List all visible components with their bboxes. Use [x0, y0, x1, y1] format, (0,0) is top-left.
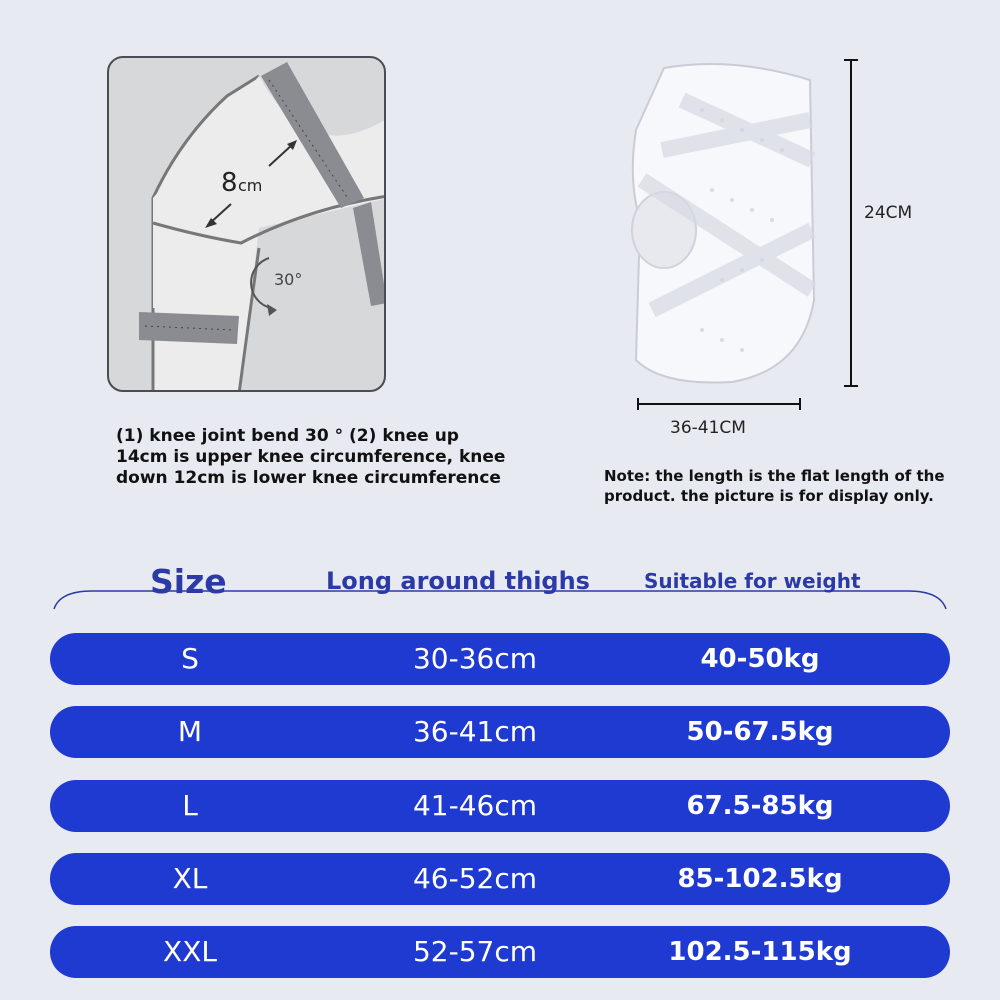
weight-cell: 102.5-115kg: [668, 937, 852, 967]
table-row: [50, 633, 950, 685]
size-cell: XXL: [163, 935, 217, 968]
size-cell: M: [177, 715, 203, 748]
weight-cell: 40-50kg: [700, 644, 820, 674]
height-dimension-line: [836, 58, 866, 390]
thigh-cell: 52-57cm: [412, 935, 538, 968]
size-cell: XL: [172, 862, 208, 895]
bend-measure-value: 8: [221, 168, 238, 198]
knee-brace-image: [622, 60, 852, 390]
header-underline: [52, 555, 948, 611]
bend-measure-unit: cm: [238, 176, 263, 195]
header-weight: Suitable for weight: [644, 569, 861, 593]
table-row: [50, 706, 950, 758]
thigh-cell: 30-36cm: [412, 642, 538, 675]
table-row: [50, 853, 950, 905]
thigh-cell: 46-52cm: [412, 862, 538, 895]
width-dimension-line: [636, 396, 802, 412]
height-label: 24CM: [864, 203, 913, 223]
size-cell: L: [182, 789, 198, 822]
lower-tape: [139, 312, 239, 344]
angle-label: 30°: [274, 270, 303, 289]
knee-measurement-illustration: [107, 56, 386, 392]
thigh-cell: 36-41cm: [412, 715, 538, 748]
width-label: 36-41CM: [670, 418, 746, 438]
size-cell: S: [181, 642, 199, 675]
measurement-instructions: (1) knee joint bend 30 ° (2) knee up 14cm is upper knee circumference, knee down 12cm is lower knee circumference: [116, 426, 506, 488]
table-row: [50, 780, 950, 832]
header-size: Size: [150, 562, 227, 601]
weight-cell: 85-102.5kg: [677, 864, 843, 894]
thigh-cell: 41-46cm: [412, 789, 538, 822]
bent-leg-drawing: [109, 58, 386, 392]
product-note: Note: the length is the flat length of the product. the picture is for display only.: [604, 467, 945, 505]
weight-cell: 67.5-85kg: [686, 791, 834, 821]
table-row: [50, 926, 950, 978]
weight-cell: 50-67.5kg: [686, 717, 834, 747]
header-thigh: Long around thighs: [326, 567, 590, 595]
